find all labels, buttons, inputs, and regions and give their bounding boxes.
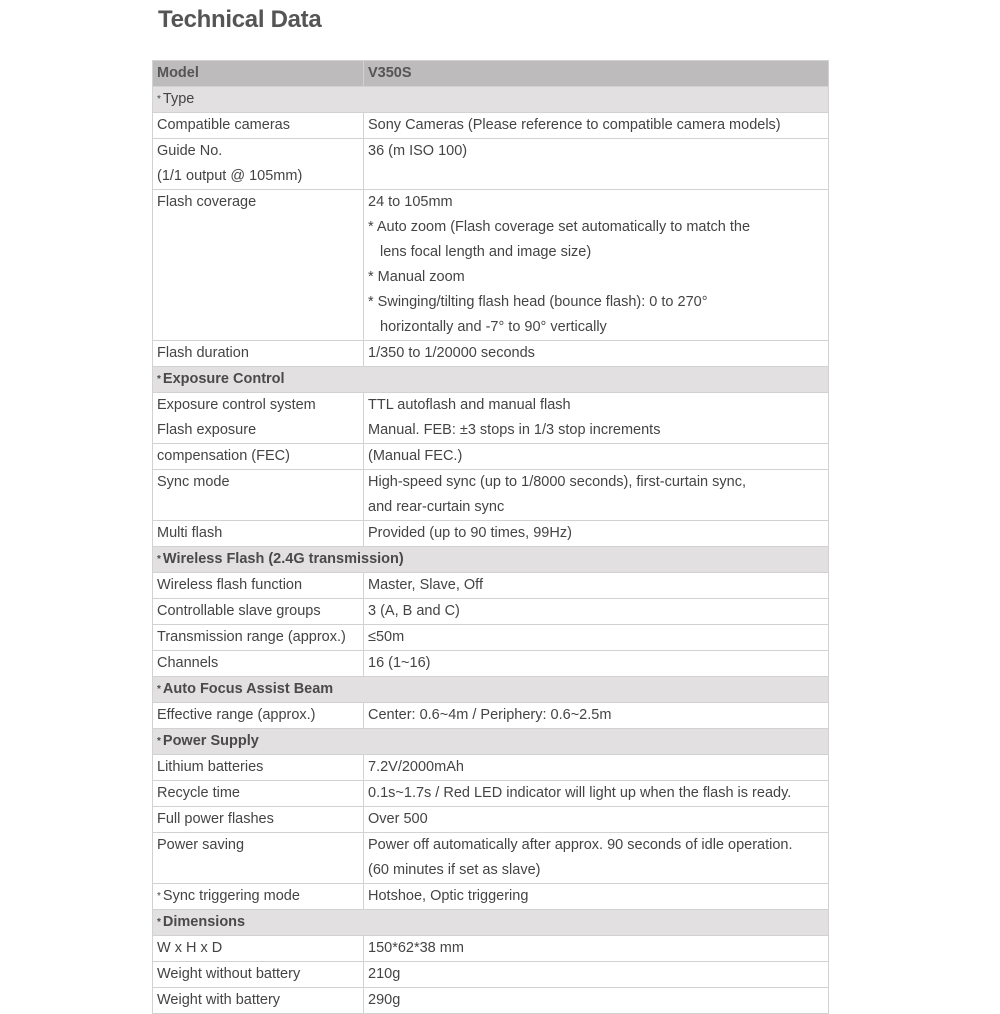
- spec-label-cell: [153, 573, 364, 599]
- table-row: [153, 573, 829, 599]
- spec-label: [157, 190, 359, 215]
- section-label: Wireless Flash (2.4G transmission): [162, 551, 404, 567]
- spec-label-cell: [153, 988, 364, 1014]
- star-icon: *: [157, 684, 161, 695]
- spec-value-cell: [364, 936, 829, 962]
- star-icon: *: [157, 891, 161, 902]
- technical-data-table: [152, 60, 829, 1014]
- spec-value-cell: [364, 962, 829, 988]
- spec-value: ≤50m: [368, 629, 405, 645]
- table-header-row: [153, 61, 829, 87]
- spec-value-cell: [364, 884, 829, 910]
- table-row: [153, 625, 829, 651]
- section-heading: [153, 87, 829, 113]
- spec-label-text: Weight without battery: [157, 966, 301, 982]
- spec-label: [157, 113, 359, 138]
- spec-label: [157, 599, 359, 624]
- spec-label: [157, 755, 359, 780]
- spec-value-cell: [364, 625, 829, 651]
- spec-label-text: W x H x D: [157, 940, 223, 956]
- spec-label: [157, 833, 359, 858]
- section-heading: [153, 367, 829, 393]
- spec-value-cell: [364, 113, 829, 139]
- spec-label: [157, 781, 359, 806]
- spec-label: [157, 651, 359, 676]
- spec-label: [157, 962, 359, 987]
- spec-value: 3 (A, B and C): [368, 603, 460, 619]
- spec-label-text: Flash coverage: [157, 194, 257, 210]
- spec-value-cell: [364, 521, 829, 547]
- table-row: [153, 393, 829, 444]
- spec-value-cell: [364, 703, 829, 729]
- spec-label-cell: [153, 190, 364, 341]
- spec-value: 16 (1~16): [368, 655, 431, 671]
- spec-label-text: Sync mode: [157, 474, 230, 490]
- star-icon: *: [157, 736, 161, 747]
- table-row: [153, 651, 829, 677]
- spec-value: 36 (m ISO 100): [368, 143, 468, 159]
- spec-label: [157, 341, 359, 366]
- section-label: Power Supply: [162, 733, 259, 749]
- spec-value: Master, Slave, Off: [368, 577, 483, 593]
- spec-label: [157, 807, 359, 832]
- section-heading: [153, 547, 829, 573]
- spec-label: [157, 470, 359, 495]
- spec-label-text: Transmission range (approx.): [157, 629, 346, 645]
- spec-value: 24 to 105mm: [368, 194, 453, 210]
- spec-label: [157, 164, 359, 189]
- spec-label-text: Effective range (approx.): [157, 707, 316, 723]
- spec-value: Over 500: [368, 811, 428, 827]
- spec-label-text: Weight with battery: [157, 992, 281, 1008]
- spec-value-cell: [364, 470, 829, 521]
- spec-label: [157, 418, 359, 443]
- spec-value: TTL autoflash and manual flash: [368, 397, 571, 413]
- table-row: [153, 341, 829, 367]
- spec-value: (Manual FEC.): [368, 448, 463, 464]
- page-title: Technical Data: [158, 6, 322, 33]
- spec-label: [157, 139, 359, 164]
- spec-label-text: Compatible cameras: [157, 117, 290, 133]
- spec-label-text: Multi flash: [157, 525, 223, 541]
- spec-value: Hotshoe, Optic triggering: [368, 888, 529, 904]
- spec-label: [157, 625, 359, 650]
- spec-label-text: Wireless flash function: [157, 577, 303, 593]
- spec-label-text: Power saving: [157, 837, 245, 853]
- spec-value-cell: [364, 599, 829, 625]
- spec-label: [157, 884, 359, 909]
- table-row: [153, 599, 829, 625]
- table-row: [153, 521, 829, 547]
- spec-label-text: Controllable slave groups: [157, 603, 321, 619]
- table-row: [153, 190, 829, 341]
- spec-value-cell: [364, 755, 829, 781]
- table-row: [153, 988, 829, 1014]
- section-row: [153, 87, 829, 113]
- spec-label-cell: [153, 962, 364, 988]
- spec-value: and rear-curtain sync: [368, 499, 505, 515]
- spec-label-text: Full power flashes: [157, 811, 274, 827]
- spec-label-text: Exposure control system: [157, 397, 316, 413]
- header-value-cell: V350S: [364, 61, 829, 87]
- section-label: Auto Focus Assist Beam: [162, 681, 334, 697]
- section-heading: [153, 729, 829, 755]
- spec-value-cell: [364, 139, 829, 190]
- spec-value: * Swinging/tilting flash head (bounce flash): 0 to 270°: [368, 294, 708, 310]
- spec-label-cell: [153, 393, 364, 444]
- spec-label-text: Guide No.: [157, 143, 223, 159]
- spec-label-cell: [153, 703, 364, 729]
- star-icon: *: [157, 374, 161, 385]
- spec-label-text: Flash exposure: [157, 422, 257, 438]
- spec-label: [157, 936, 359, 961]
- spec-value-cell: [364, 651, 829, 677]
- spec-value-cell: [364, 444, 829, 470]
- table-row: [153, 936, 829, 962]
- table-row: [153, 807, 829, 833]
- spec-label-cell: [153, 139, 364, 190]
- spec-label: [157, 703, 359, 728]
- header-label-cell: Model: [153, 61, 364, 87]
- spec-label-text: Lithium batteries: [157, 759, 264, 775]
- spec-value: Manual. FEB: ±3 stops in 1/3 stop increments: [368, 422, 661, 438]
- spec-label-text: compensation (FEC): [157, 448, 290, 464]
- spec-label-text: Sync triggering mode: [162, 888, 300, 904]
- section-label: Exposure Control: [162, 371, 285, 387]
- table-row: [153, 962, 829, 988]
- spec-label-cell: [153, 936, 364, 962]
- spec-value: * Auto zoom (Flash coverage set automatically to match the: [368, 219, 751, 235]
- spec-label-cell: [153, 625, 364, 651]
- spec-value-cell: [364, 190, 829, 341]
- section-label: Dimensions: [162, 914, 246, 930]
- section-heading: [153, 910, 829, 936]
- spec-label-cell: [153, 755, 364, 781]
- spec-value-cell: [364, 781, 829, 807]
- spec-value-cell: [364, 833, 829, 884]
- spec-label-cell: [153, 113, 364, 139]
- spec-label: [157, 393, 359, 418]
- spec-label: [157, 521, 359, 546]
- spec-label-cell: [153, 341, 364, 367]
- spec-label: [157, 988, 359, 1013]
- spec-label-text: Recycle time: [157, 785, 240, 801]
- section-row: [153, 910, 829, 936]
- table-row: [153, 113, 829, 139]
- spec-value: Sony Cameras (Please reference to compatible camera models): [368, 117, 781, 133]
- spec-label-cell: [153, 599, 364, 625]
- spec-label: [157, 573, 359, 598]
- spec-value: 7.2V/2000mAh: [368, 759, 464, 775]
- spec-label-text: (1/1 output @ 105mm): [157, 168, 303, 184]
- spec-label-cell: [153, 470, 364, 521]
- section-row: [153, 677, 829, 703]
- section-heading: [153, 677, 829, 703]
- spec-label-cell: [153, 651, 364, 677]
- spec-label-cell: [153, 833, 364, 884]
- section-row: [153, 547, 829, 573]
- spec-value: horizontally and -7° to 90° vertically: [380, 319, 607, 335]
- table-row: [153, 833, 829, 884]
- spec-value: 150*62*38 mm: [368, 940, 464, 956]
- spec-label-text: Flash duration: [157, 345, 249, 361]
- spec-value: High-speed sync (up to 1/8000 seconds), first-curtain sync,: [368, 474, 746, 490]
- spec-value: * Manual zoom: [368, 269, 465, 285]
- spec-label: [157, 444, 359, 469]
- spec-label-cell: [153, 807, 364, 833]
- spec-value: lens focal length and image size): [380, 244, 592, 260]
- spec-label-text: Channels: [157, 655, 219, 671]
- table-row: [153, 884, 829, 910]
- spec-value: Center: 0.6~4m / Periphery: 0.6~2.5m: [368, 707, 612, 723]
- star-icon: *: [157, 554, 161, 565]
- spec-value: 210g: [368, 966, 401, 982]
- table-row: [153, 781, 829, 807]
- spec-label-cell: [153, 444, 364, 470]
- star-icon: *: [157, 94, 161, 105]
- spec-label-cell: [153, 521, 364, 547]
- spec-value-cell: [364, 988, 829, 1014]
- spec-value-cell: [364, 341, 829, 367]
- spec-value: (60 minutes if set as slave): [368, 862, 541, 878]
- table-row: [153, 703, 829, 729]
- star-icon: *: [157, 917, 161, 928]
- section-row: [153, 367, 829, 393]
- spec-value-cell: [364, 807, 829, 833]
- spec-value-cell: [364, 573, 829, 599]
- table-row: [153, 444, 829, 470]
- spec-value: Provided (up to 90 times, 99Hz): [368, 525, 572, 541]
- section-label: Type: [162, 91, 195, 107]
- table-row: [153, 470, 829, 521]
- spec-value: 290g: [368, 992, 401, 1008]
- spec-label-cell: [153, 781, 364, 807]
- spec-value: Power off automatically after approx. 90 seconds of idle operation.: [368, 837, 793, 853]
- table-body: [153, 61, 829, 1014]
- spec-label-cell: [153, 884, 364, 910]
- section-row: [153, 729, 829, 755]
- spec-value: 0.1s~1.7s / Red LED indicator will light up when the flash is ready.: [368, 785, 792, 801]
- table-row: [153, 139, 829, 190]
- table-row: [153, 755, 829, 781]
- spec-value: 1/350 to 1/20000 seconds: [368, 345, 535, 361]
- spec-value-cell: [364, 393, 829, 444]
